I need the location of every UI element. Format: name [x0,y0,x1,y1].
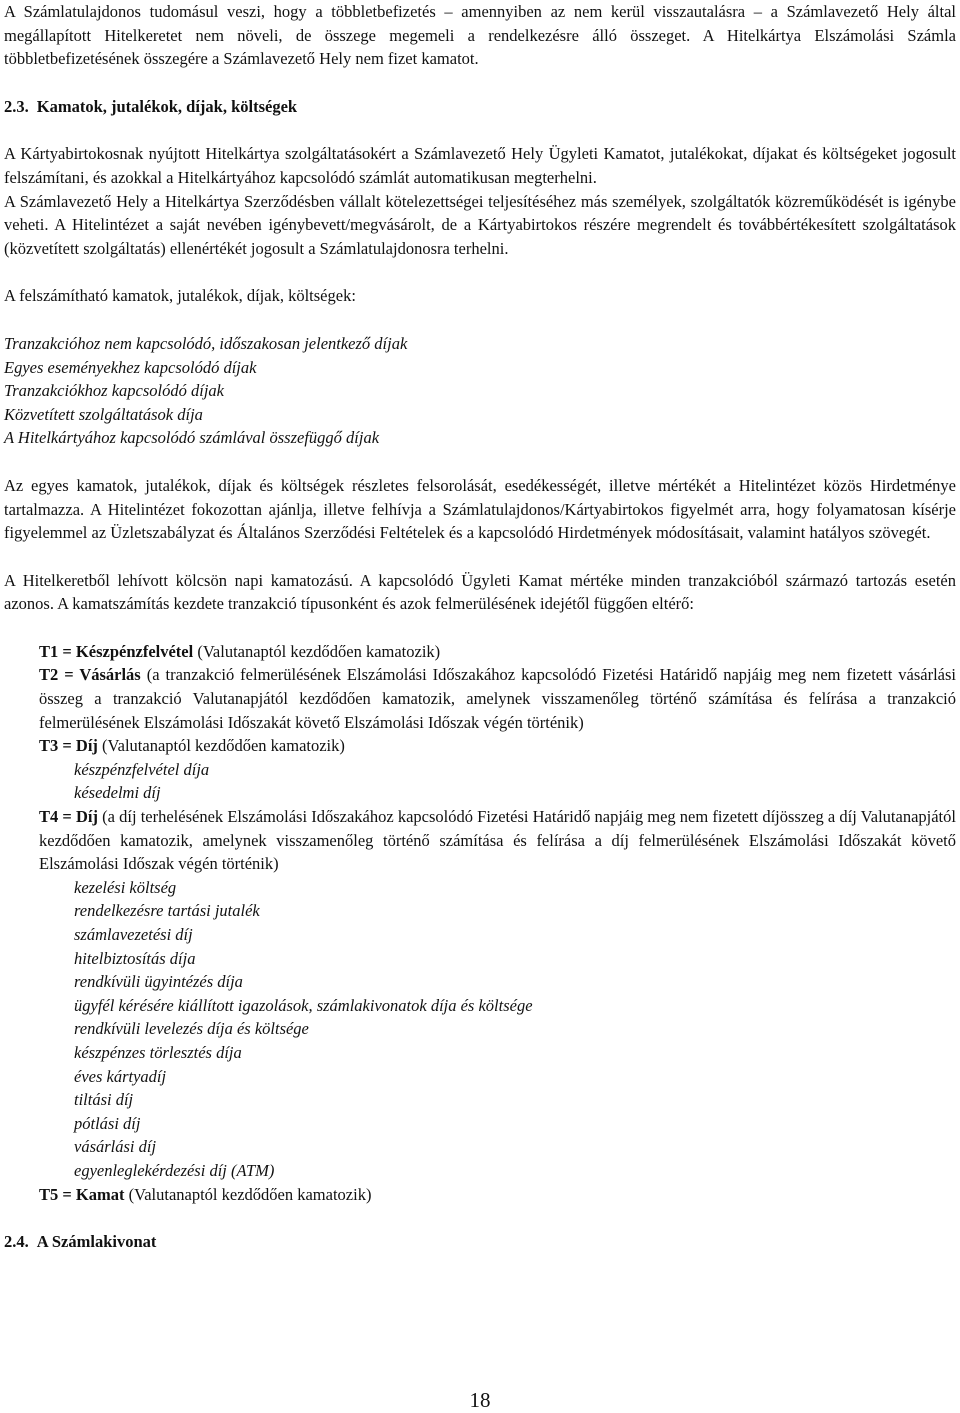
transaction-type-t3: T3 = Díj (Valutanaptól kezdődően kamatozik) [39,736,345,756]
page-number: 18 [469,1388,491,1412]
t4-fee-items [4,876,956,1183]
list-item: vásárlási díj [74,1137,157,1157]
section-paragraph-4: A Hitelkeretből lehívott kölcsön napi kamatozású. A kapcsolódó Ügyleti Kamat mértéke minden tranzakcióból származó tartozás esetén azonos. A kamatszámítás kezdete tranzakció típusonként és azok felmerülésének idejétől függően eltérő: [4,570,956,614]
section-heading-2-4 [4,1230,956,1254]
intro-paragraph: A Számlatulajdonos tudomásul veszi, hogy a többletbefizetés – amennyiben az nem kerül visszautalásra – a Számlavezető Hely által megállapított Hitelkeretet nem növeli, de összege megemeli a rendelkezésre álló összeget. A Hitelkártya Elszámolási Számla többletbefizetésének összegére a Számlavezető Hely nem fizet kamatot. [4,2,956,69]
transaction-type-t5-wrap [4,1183,956,1207]
list-item: hitelbiztosítás díja [74,948,196,968]
document-page [4,0,956,1254]
section-heading-2-3 [4,95,956,119]
transaction-type-t4-wrap [4,805,956,876]
list-item: készpénzes törlesztés díja [74,1042,242,1062]
section-title: A Számlakivonat [36,1232,157,1252]
transaction-type-t1: T1 = Készpénzfelvétel (Valutanaptól kezdődően kamatozik) [39,641,441,661]
list-item: Tranzakciókhoz kapcsolódó díjak [4,381,224,401]
list-item: Tranzakcióhoz nem kapcsolódó, időszakosan jelentkező díjak [4,333,408,353]
list-item: készpénzfelvétel díja [74,759,210,779]
section-number: 2.3. [4,96,29,116]
list-item: rendkívüli ügyintézés díja [74,972,243,992]
list-item: számlavezetési díj [74,925,193,944]
list-item: Egyes eseményekhez kapcsolódó díjak [4,357,257,377]
list-item: rendelkezésre tartási jutalék [74,901,260,921]
transaction-type-list [4,640,956,758]
list-item: éves kártyadíj [74,1066,167,1086]
list-item: rendkívüli levelezés díja és költsége [74,1019,309,1039]
fee-type-list [4,332,956,450]
list-item: A Hitelkártyához kapcsolódó számlával összefüggő díjak [4,428,380,448]
section-paragraph-1: A Kártyabirtokosnak nyújtott Hitelkártya szolgáltatásokért a Számlavezető Hely Ügyleti Kamatot, jutalékokat, díjakat és költségeket jogosult felszámítani, és azokkal a Hitelkártyához kapcsolódó számlát automatikusan megterhelni. [4,144,956,187]
section-number: 2.4. [4,1232,29,1252]
list-item: késedelmi díj [74,783,161,803]
transaction-type-t5: T5 = Kamat (Valutanaptól kezdődően kamatozik) [39,1184,372,1204]
transaction-type-t2: T2 = Vásárlás (a tranzakció felmerülésének Elszámolási Időszakához kapcsolódó Fizetési Határidő napjáig meg nem fizetett vásárlási összeg a tranzakció Valutanapjától kezdődően kamatozik, amelynek visszamenőleg történő számítása és felírása a tranzakció felmerülésének Elszámolási Időszakát követő Elszámolási Időszak végén történik) [39,665,956,732]
list-item: tiltási díj [74,1090,134,1110]
list-item: Közvetített szolgáltatások díja [4,404,203,424]
t3-fee-items [4,758,956,805]
section-paragraph-3: Az egyes kamatok, jutalékok, díjak és költségek részletes felsorolását, esedékességét, illetve mértékét a Hitelintézet közös Hirdetménye tartalmazza. A Hitelintézet fokozottan ajánlja, illetve felhívja a Számlatulajdonos/Kártyabirtokos figyelmét arra, hogy folyamatosan kísérje figyelemmel az Üzletszabályzat és Általános Szerződési Feltételek és a kapcsolódó Hirdetmények módosításait, valamint hatályos szövegét. [4,475,956,543]
list-item: kezelési költség [74,877,177,897]
list-item: ügyfél kérésére kiállított igazolások, számlakivonatok díja és költsége [74,995,533,1015]
list-item: pótlási díj [74,1113,141,1133]
list-item: egyenleglekérdezési díj (ATM) [74,1160,275,1180]
transaction-type-t4: T4 = Díj (a díj terhelésének Elszámolási Időszakához kapcsolódó Fizetési Határidő napjáig meg nem fizetett díjösszeg a díj Valutanapjától kezdődően kamatozik, amelynek visszamenőleg történő számítása és felírása a díj felmerülésének Elszámolási Időszakát követő Elszámolási Időszak végén történik) [39,807,956,874]
section-title: Kamatok, jutalékok, díjak, költségek [36,96,298,116]
fee-list-intro: A felszámítható kamatok, jutalékok, díjak, költségek: [4,286,356,306]
section-paragraph-2: A Számlavezető Hely a Hitelkártya Szerződésben vállalt kötelezettségei teljesítéséhez más személyek, szolgáltatók közreműködését is igénybe veheti. A Hitelintézet a saját nevében igénybevett/megvásárolt, de a Kártyabirtokos részére megrendelt és továbbértékesített szolgáltatások (közvetített szolgáltatás) ellenértékét jogosult a Számlatulajdonosra terhelni. [4,191,956,258]
